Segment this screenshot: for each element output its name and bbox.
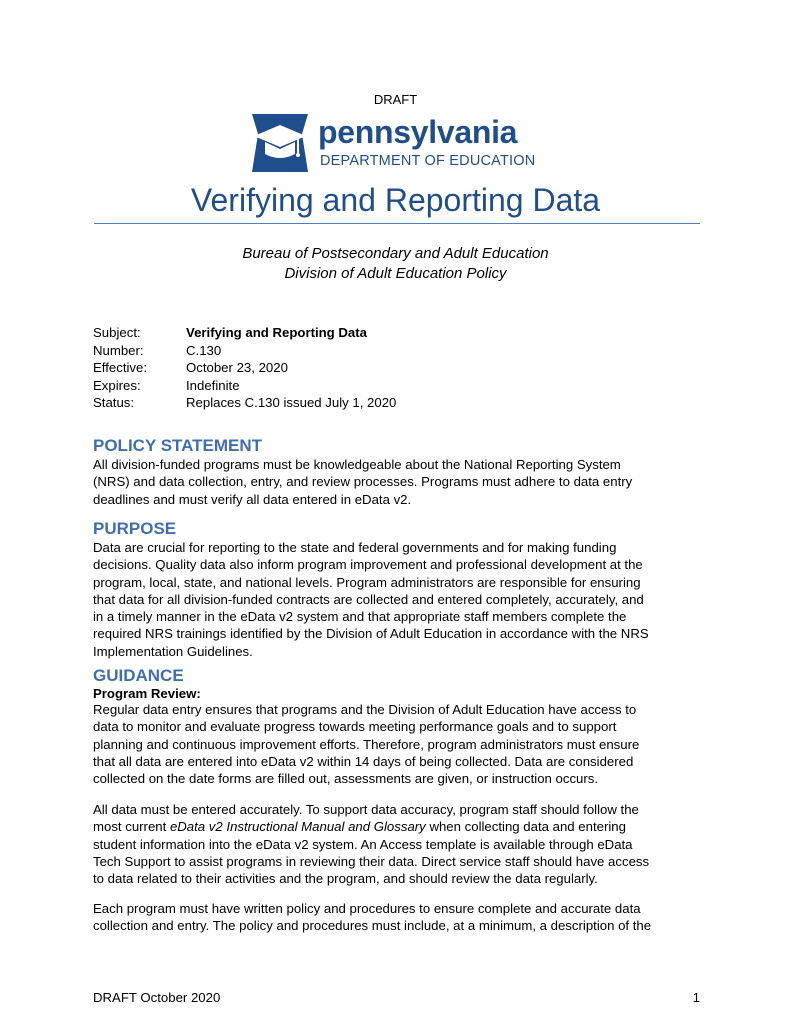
guidance-paragraph-1 (93, 701, 713, 787)
meta-row-expires (93, 377, 396, 395)
manual-title: eData v2 Instructional Manual and Glossary (169, 819, 426, 835)
text-line: deadlines and must verify all data entered in eData v2. (93, 491, 412, 507)
text-line: Each program must have written policy and procedures to ensure complete and accurate data (93, 901, 641, 916)
meta-row-subject (93, 324, 396, 342)
text-fragment: when collecting data and entering (425, 819, 626, 835)
meta-value: Replaces C.130 issued July 1, 2020 (186, 395, 397, 411)
text-line: to data related to their activities and the program, and should review the data regularly. (93, 871, 598, 887)
text-line: Data are crucial for reporting to the state and federal governments and for making funding (93, 540, 617, 555)
policy-metadata (93, 324, 396, 412)
document-title: Verifying and Reporting Data (190, 182, 601, 218)
meta-key: Expires: (93, 377, 141, 393)
guidance-paragraph-3 (93, 900, 713, 935)
meta-row-effective (93, 359, 396, 377)
draft-label: DRAFT (373, 92, 418, 107)
bureau-line: Bureau of Postsecondary and Adult Education (242, 245, 549, 262)
text-line: All data must be entered accurately. To support data accuracy, program staff should follow the (93, 802, 639, 817)
meta-value: C.130 (186, 342, 222, 358)
text-line: (NRS) and data collection, entry, and review processes. Programs must adhere to data entry (93, 474, 633, 490)
meta-row-status (93, 394, 396, 412)
text-line: Regular data entry ensures that programs and the Division of Adult Education have access to (93, 702, 637, 717)
text-line: program, local, state, and national levels. Program administrators are responsible for ensuring (93, 574, 641, 590)
text-line: that data for all division-funded contracts are collected and entered completely, accurately, and (93, 591, 644, 607)
pde-logo (248, 112, 548, 174)
meta-value: October 23, 2020 (186, 360, 288, 376)
text-line: Tech Support to assist programs in reviewing their data. Direct service staff should have access (93, 853, 650, 869)
meta-value: Indefinite (186, 377, 240, 393)
text-fragment: most current (93, 819, 170, 835)
program-review-subheading: Program Review: (93, 686, 201, 701)
guidance-heading: GUIDANCE (93, 666, 184, 685)
meta-key: Subject: (93, 325, 141, 340)
footer-draft-date: DRAFT October 2020 (93, 990, 221, 1005)
text-line: Implementation Guidelines. (93, 643, 253, 659)
text-line: collected on the date forms are filled out, assessments are given, or instruction occurs. (93, 771, 599, 787)
logo-department: DEPARTMENT OF EDUCATION (320, 153, 536, 169)
guidance-paragraph-2 (93, 801, 713, 887)
keystone-mortarboard-icon (248, 112, 312, 174)
policy-statement-paragraph (93, 456, 713, 508)
purpose-paragraph (93, 539, 713, 660)
division-line: Division of Adult Education Policy (284, 265, 507, 282)
text-line: All division-funded programs must be knowledgeable about the National Reporting System (93, 457, 621, 472)
meta-row-number (93, 342, 396, 360)
text-line: collection and entry. The policy and procedures must include, at a minimum, a description of the (93, 918, 652, 934)
logo-wordmark: pennsylvania (318, 114, 518, 150)
text-line: planning and continuous improvement efforts. Therefore, program administrators must ensure (93, 736, 640, 752)
meta-key: Effective: (93, 360, 147, 376)
meta-key: Status: (93, 395, 135, 411)
text-line (93, 818, 713, 835)
text-line: in a timely manner in the eData v2 system and that appropriate staff members complete the (93, 609, 627, 625)
meta-value: Verifying and Reporting Data (186, 325, 367, 340)
text-line: that all data are entered into eData v2 within 14 days of being collected. Data are considered (93, 753, 634, 769)
text-line: required NRS trainings identified by the Division of Adult Education in accordance with the NRS (93, 626, 649, 642)
policy-statement-heading: POLICY STATEMENT (93, 436, 263, 455)
meta-key: Number: (93, 342, 144, 358)
title-divider (94, 223, 700, 224)
purpose-heading: PURPOSE (93, 519, 177, 538)
page-number: 1 (692, 990, 700, 1005)
text-line: student information into the eData v2 system. An Access template is available through eData (93, 836, 633, 852)
text-line: data to monitor and evaluate progress towards meeting performance goals and to support (93, 719, 617, 735)
text-line: decisions. Quality data also inform program improvement and professional development at the (93, 557, 643, 573)
